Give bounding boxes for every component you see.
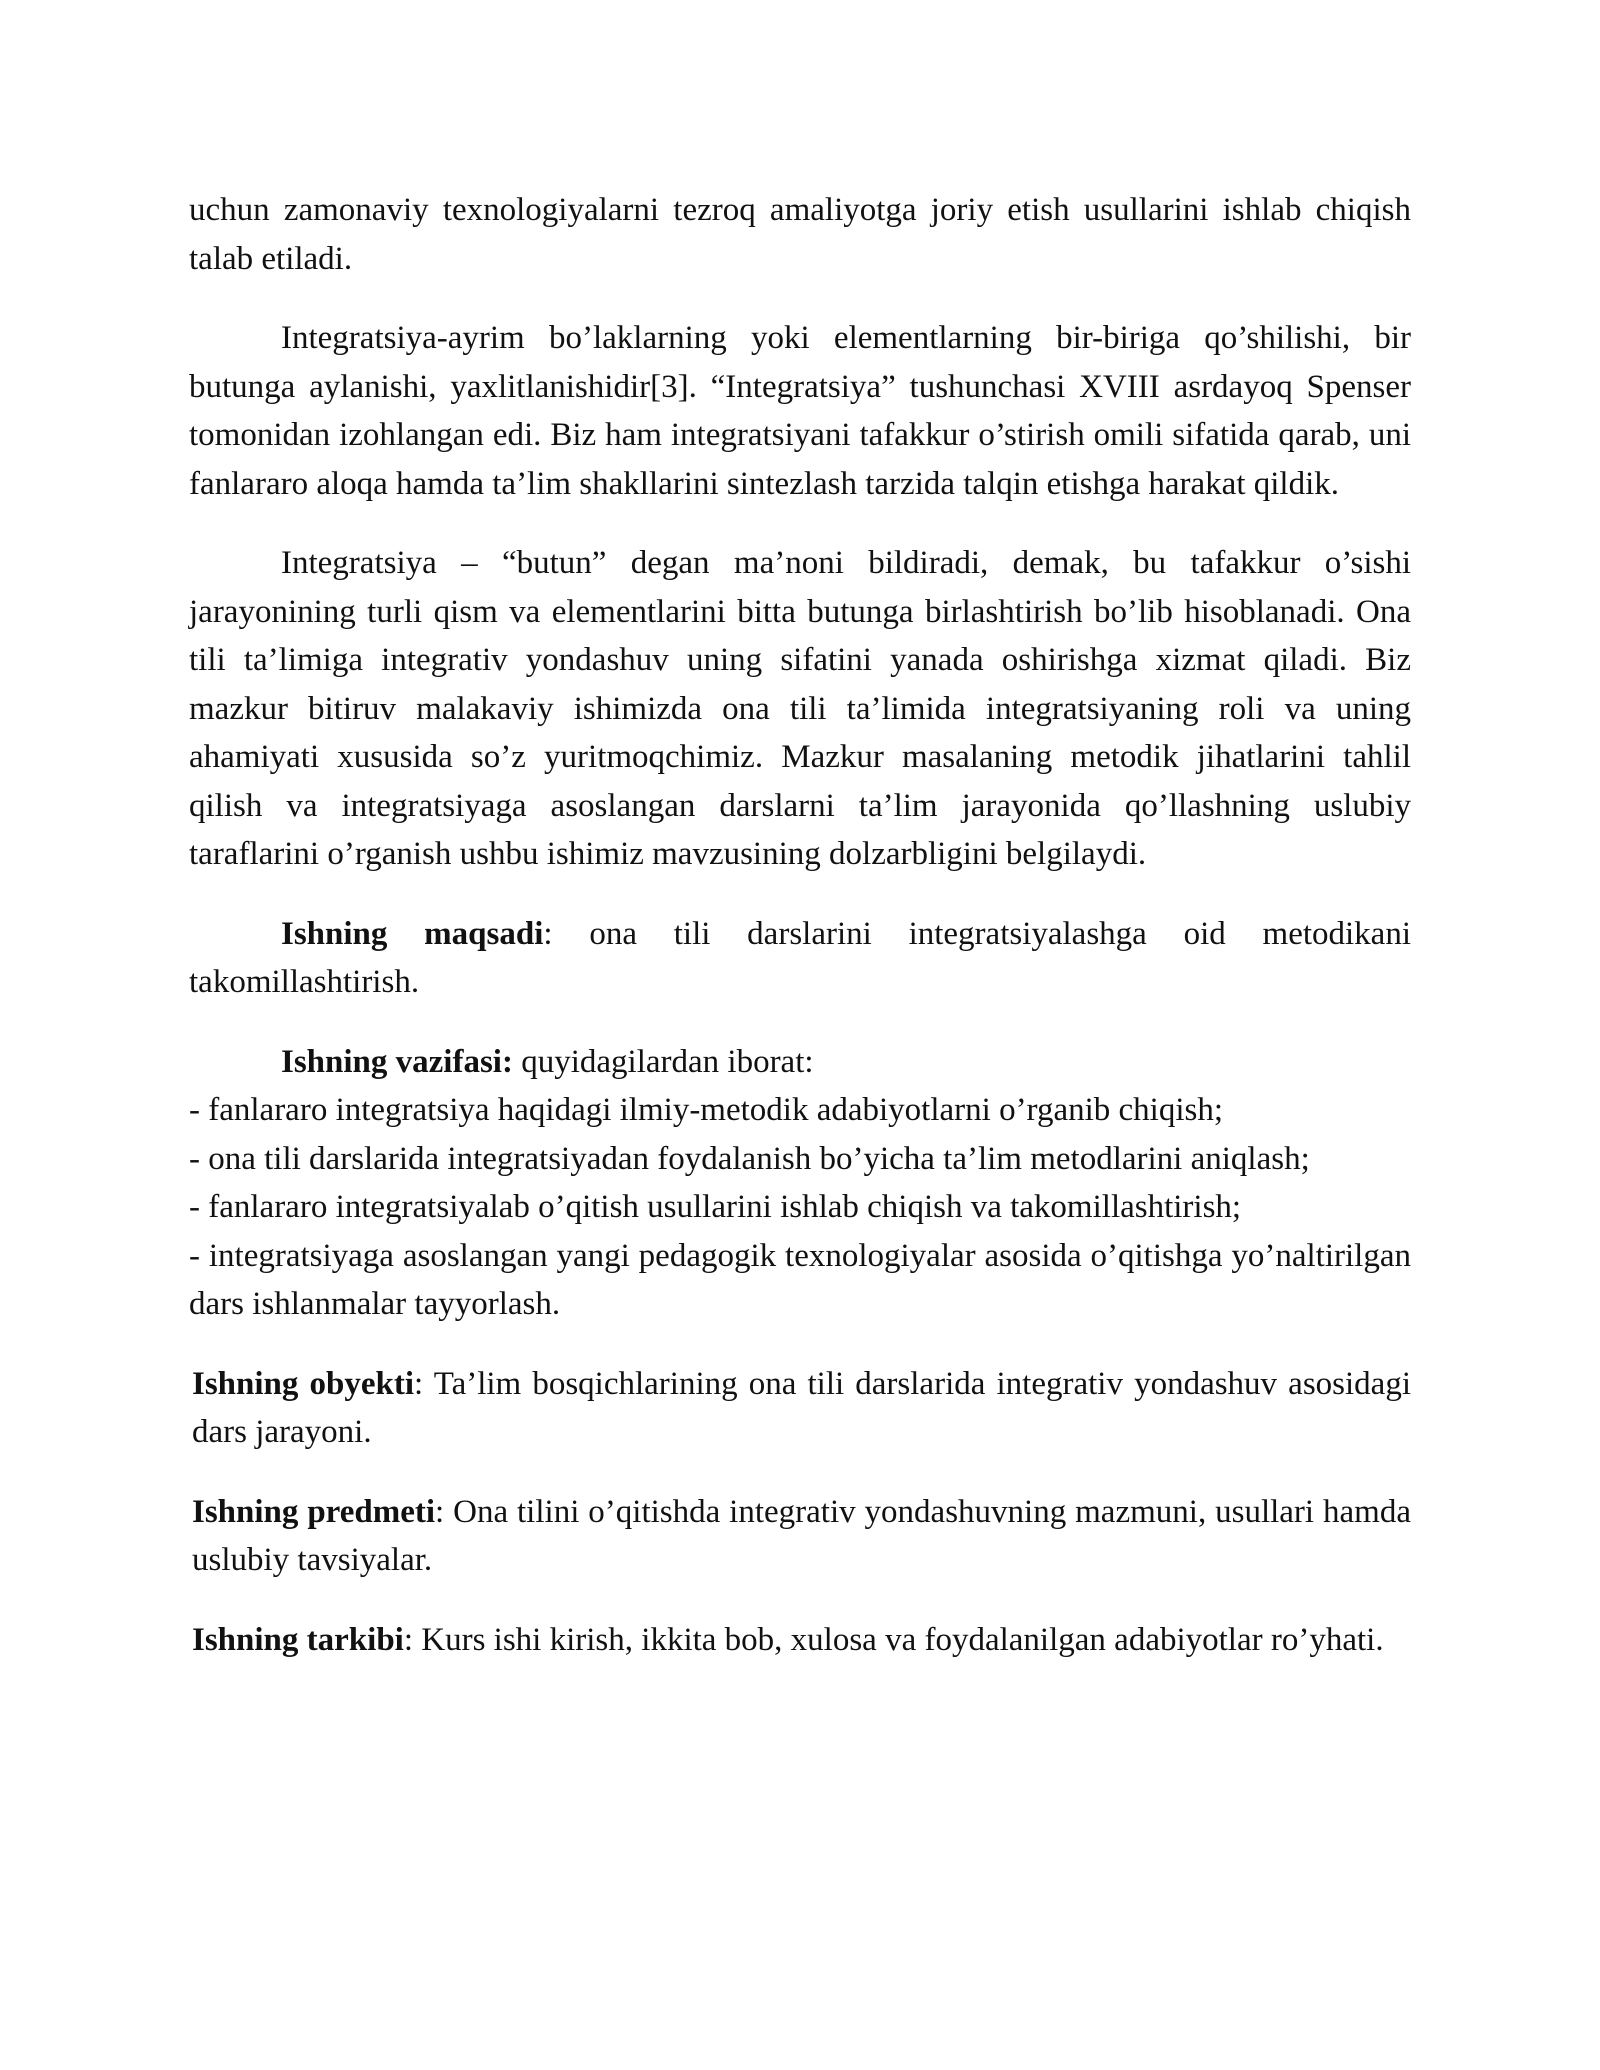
document-page	[189, 186, 1411, 1664]
section-goal-text: : ona tili darslarini integratsiyalashga oid metodikani takomillashtirish.	[189, 915, 1411, 1000]
section-structure-text: : Kurs ishi kirish, ikkita bob, xulosa va foydalanilgan adabiyotlar ro’yhati.	[403, 1621, 1384, 1658]
section-structure	[189, 1616, 1411, 1665]
section-subject	[189, 1488, 1411, 1585]
paragraph-integration-meaning: Integratsiya – “butun” degan ma’noni bildiradi, demak, bu tafakkur o’sishi jarayonining turli qism va elementlarini bitta butunga birlashtirish bo’lib hisoblanadi. Ona tili ta’limiga integrativ yondashuv uning sifatini yanada oshirishga xizmat qiladi. Biz mazkur bitiruv malakaviy ishimizda ona tili ta’limida integratsiyaning roli va uning ahamiyati xususida so’z yuritmoqchimiz. Mazkur masalaning metodik jihatlarini tahlil qilish va integratsiyaga asoslangan darslarni ta’lim jarayonida qo’llashning uslubiy taraflarini o’rganish ushbu ishimiz mavzusining dolzarbligini belgilaydi.	[189, 545, 1411, 872]
task-item-3: - fanlararo integratsiyalab o’qitish usullarini ishlab chiqish va takomillashtirish;	[189, 1189, 1242, 1225]
section-tasks	[189, 1038, 1411, 1329]
section-structure-label: Ishning tarkibi	[192, 1621, 404, 1658]
task-item-1: - fanlararo integratsiya haqidagi ilmiy-metodik adabiyotlarni o’rganib chiqish;	[189, 1092, 1224, 1128]
section-goal-label: Ishning maqsadi	[281, 915, 544, 952]
section-object-label: Ishning obyekti	[192, 1365, 415, 1402]
section-subject-label: Ishning predmeti	[192, 1493, 436, 1530]
task-item-4: - integratsiyaga asoslangan yangi pedagogik texnologiyalar asosida o’qitishga yo’naltirilgan dars ishlanmalar tayyorlash.	[189, 1237, 1411, 1322]
paragraph-intro-continuation: uchun zamonaviy texnologiyalarni tezroq amaliyotga joriy etish usullarini ishlab chiqish talab etiladi.	[189, 192, 1411, 277]
section-object	[189, 1360, 1411, 1457]
section-tasks-label: Ishning vazifasi:	[281, 1043, 513, 1080]
section-tasks-heading	[189, 1038, 1411, 1087]
section-object-text: : Ta’lim bosqichlarining ona tili darslarida integrativ yondashuv asosidagi dars jarayoni.	[192, 1365, 1411, 1450]
section-goal	[189, 910, 1411, 1007]
paragraph-integration-definition: Integratsiya-ayrim bo’laklarning yoki elementlarning bir-biriga qo’shilishi, bir butunga aylanishi, yaxlitlanishidir[3]. “Integratsiya” tushunchasi XVIII asrdayoq Spenser tomonidan izohlangan edi. Biz ham integratsiyani tafakkur o’stirish omili sifatida qarab, uni fanlararo aloqa hamda ta’lim shakllarini sintezlash tarzida talqin etishga harakat qildik.	[189, 320, 1411, 502]
section-subject-text: : Ona tilini o’qitishda integrativ yondashuvning mazmuni, usullari hamda uslubiy tavsiyalar.	[192, 1493, 1411, 1578]
task-item-2: - ona tili darslarida integratsiyadan foydalanish bo’yicha ta’lim metodlarini aniqlash;	[189, 1140, 1310, 1177]
section-tasks-text: quyidagilardan iborat:	[512, 1043, 814, 1080]
